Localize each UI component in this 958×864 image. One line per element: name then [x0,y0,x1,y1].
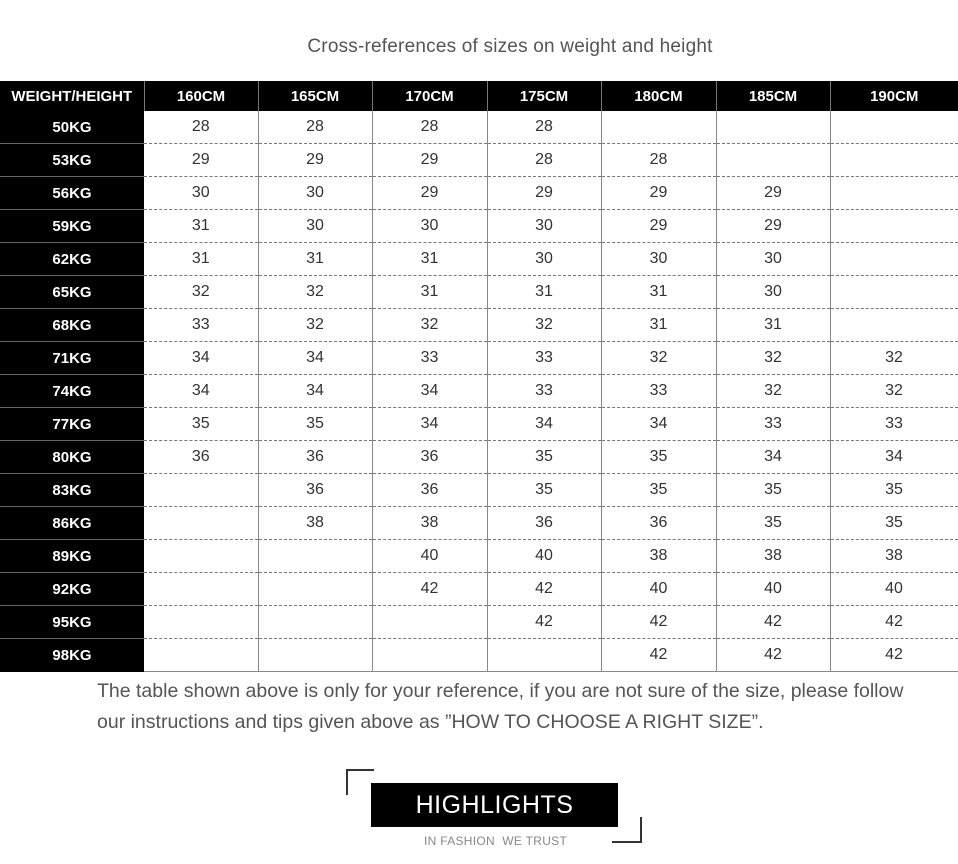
size-cell: 28 [144,111,258,144]
row-header-weight: 98KG [0,639,144,672]
size-cell: 30 [487,243,601,276]
size-cell: 42 [487,573,601,606]
table-row [0,573,958,606]
size-cell: 38 [372,507,487,540]
size-cell: 42 [601,606,716,639]
size-cell: 35 [716,474,830,507]
size-cell: 40 [487,540,601,573]
size-cell [258,639,372,672]
size-cell: 34 [372,375,487,408]
size-cell: 34 [144,375,258,408]
size-cell: 29 [716,177,830,210]
size-cell [830,210,958,243]
size-cell: 34 [144,342,258,375]
table-row [0,606,958,639]
table-row [0,177,958,210]
bracket-corner-bottom-right [612,817,642,843]
size-cell: 30 [372,210,487,243]
size-cell: 35 [258,408,372,441]
size-cell [601,111,716,144]
size-cell: 29 [487,177,601,210]
size-cell: 42 [716,639,830,672]
size-cell: 30 [487,210,601,243]
size-cell: 35 [830,507,958,540]
size-cell: 36 [487,507,601,540]
row-header-weight: 59KG [0,210,144,243]
row-header-weight: 80KG [0,441,144,474]
size-cell: 31 [601,276,716,309]
table-row [0,507,958,540]
size-cell: 32 [258,309,372,342]
size-cell [144,639,258,672]
size-cell: 34 [716,441,830,474]
size-cell: 38 [258,507,372,540]
size-cell: 36 [258,441,372,474]
size-cell: 30 [716,276,830,309]
row-header-weight: 53KG [0,144,144,177]
size-cell [830,309,958,342]
row-header-weight: 86KG [0,507,144,540]
row-header-weight: 92KG [0,573,144,606]
column-header: 190CM [830,81,958,111]
size-cell: 32 [716,375,830,408]
highlights-banner: HIGHLIGHTS [371,783,618,827]
size-cell: 28 [258,111,372,144]
row-header-weight: 62KG [0,243,144,276]
table-row [0,441,958,474]
table-row [0,540,958,573]
size-chart-table [0,81,958,672]
size-cell: 30 [258,177,372,210]
size-cell: 42 [372,573,487,606]
table-row [0,276,958,309]
size-cell: 42 [830,606,958,639]
table-row [0,639,958,672]
table-row [0,309,958,342]
corner-header: WEIGHT/HEIGHT [0,81,144,111]
reference-note: The table shown above is only for your reference, if you are not sure of the size, please follow our instructions and tips given above as ”HOW TO CHOOSE A RIGHT SIZE”. [97,680,904,733]
size-cell [144,573,258,606]
size-cell: 42 [601,639,716,672]
size-cell: 29 [258,144,372,177]
size-cell [144,474,258,507]
table-row [0,375,958,408]
size-cell [716,144,830,177]
size-cell: 28 [372,111,487,144]
size-cell: 33 [487,342,601,375]
row-header-weight: 56KG [0,177,144,210]
size-cell: 33 [716,408,830,441]
size-cell: 33 [144,309,258,342]
column-header: 170CM [372,81,487,111]
table-header-row [0,81,958,111]
size-cell: 29 [601,177,716,210]
row-header-weight: 71KG [0,342,144,375]
size-cell: 36 [372,441,487,474]
column-header: 180CM [601,81,716,111]
size-cell [487,639,601,672]
size-cell: 32 [372,309,487,342]
size-cell: 31 [601,309,716,342]
size-cell: 36 [372,474,487,507]
table-row [0,243,958,276]
size-cell: 30 [601,243,716,276]
size-cell: 42 [716,606,830,639]
table-row [0,144,958,177]
size-cell: 32 [830,342,958,375]
size-cell: 36 [258,474,372,507]
size-cell [830,243,958,276]
size-cell: 28 [601,144,716,177]
size-cell [258,573,372,606]
row-header-weight: 50KG [0,111,144,144]
size-cell: 42 [487,606,601,639]
row-header-weight: 65KG [0,276,144,309]
size-cell: 33 [487,375,601,408]
column-header: 165CM [258,81,372,111]
highlights-subtitle: IN FASHION WE TRUST [424,834,568,848]
row-header-weight: 68KG [0,309,144,342]
size-cell: 32 [487,309,601,342]
size-cell [258,606,372,639]
size-cell [372,639,487,672]
size-cell [144,507,258,540]
size-cell: 32 [144,276,258,309]
size-cell: 31 [372,243,487,276]
size-cell: 29 [601,210,716,243]
size-cell [144,540,258,573]
size-cell [830,177,958,210]
size-cell: 40 [716,573,830,606]
size-cell: 32 [716,342,830,375]
size-cell: 30 [144,177,258,210]
row-header-weight: 74KG [0,375,144,408]
size-cell: 35 [144,408,258,441]
size-cell: 36 [601,507,716,540]
size-cell: 35 [601,441,716,474]
column-header: 160CM [144,81,258,111]
size-cell: 38 [601,540,716,573]
row-header-weight: 89KG [0,540,144,573]
table-row [0,408,958,441]
size-cell: 40 [830,573,958,606]
size-cell: 42 [830,639,958,672]
size-cell: 32 [830,375,958,408]
size-cell [258,540,372,573]
size-cell: 34 [258,342,372,375]
bracket-corner-top-left [346,769,374,795]
size-cell: 34 [487,408,601,441]
size-cell [716,111,830,144]
size-cell: 38 [830,540,958,573]
table-row [0,342,958,375]
size-cell: 32 [258,276,372,309]
size-cell: 31 [372,276,487,309]
size-cell: 35 [487,441,601,474]
size-cell: 31 [716,309,830,342]
row-header-weight: 83KG [0,474,144,507]
size-cell: 30 [258,210,372,243]
table-row [0,111,958,144]
size-cell [144,606,258,639]
size-cell: 34 [601,408,716,441]
column-header: 175CM [487,81,601,111]
size-cell [830,111,958,144]
size-cell: 35 [830,474,958,507]
size-cell: 35 [487,474,601,507]
size-cell: 40 [601,573,716,606]
size-cell: 40 [372,540,487,573]
size-cell: 32 [601,342,716,375]
size-cell: 28 [487,144,601,177]
size-cell [830,144,958,177]
size-cell: 34 [258,375,372,408]
size-cell: 33 [601,375,716,408]
size-cell: 29 [372,177,487,210]
size-cell: 28 [487,111,601,144]
size-cell: 31 [144,210,258,243]
table-row [0,210,958,243]
size-cell: 31 [258,243,372,276]
size-cell: 35 [716,507,830,540]
size-cell: 36 [144,441,258,474]
size-cell [372,606,487,639]
size-cell: 29 [716,210,830,243]
size-cell: 29 [144,144,258,177]
column-header: 185CM [716,81,830,111]
size-cell: 30 [716,243,830,276]
size-cell: 31 [487,276,601,309]
row-header-weight: 77KG [0,408,144,441]
size-cell: 33 [830,408,958,441]
size-cell: 31 [144,243,258,276]
row-header-weight: 95KG [0,606,144,639]
size-cell: 33 [372,342,487,375]
size-cell [830,276,958,309]
size-cell: 34 [372,408,487,441]
size-cell: 34 [830,441,958,474]
size-cell: 38 [716,540,830,573]
size-cell: 35 [601,474,716,507]
page-title: Cross-references of sizes on weight and height [307,36,713,57]
size-cell: 29 [372,144,487,177]
table-row [0,474,958,507]
